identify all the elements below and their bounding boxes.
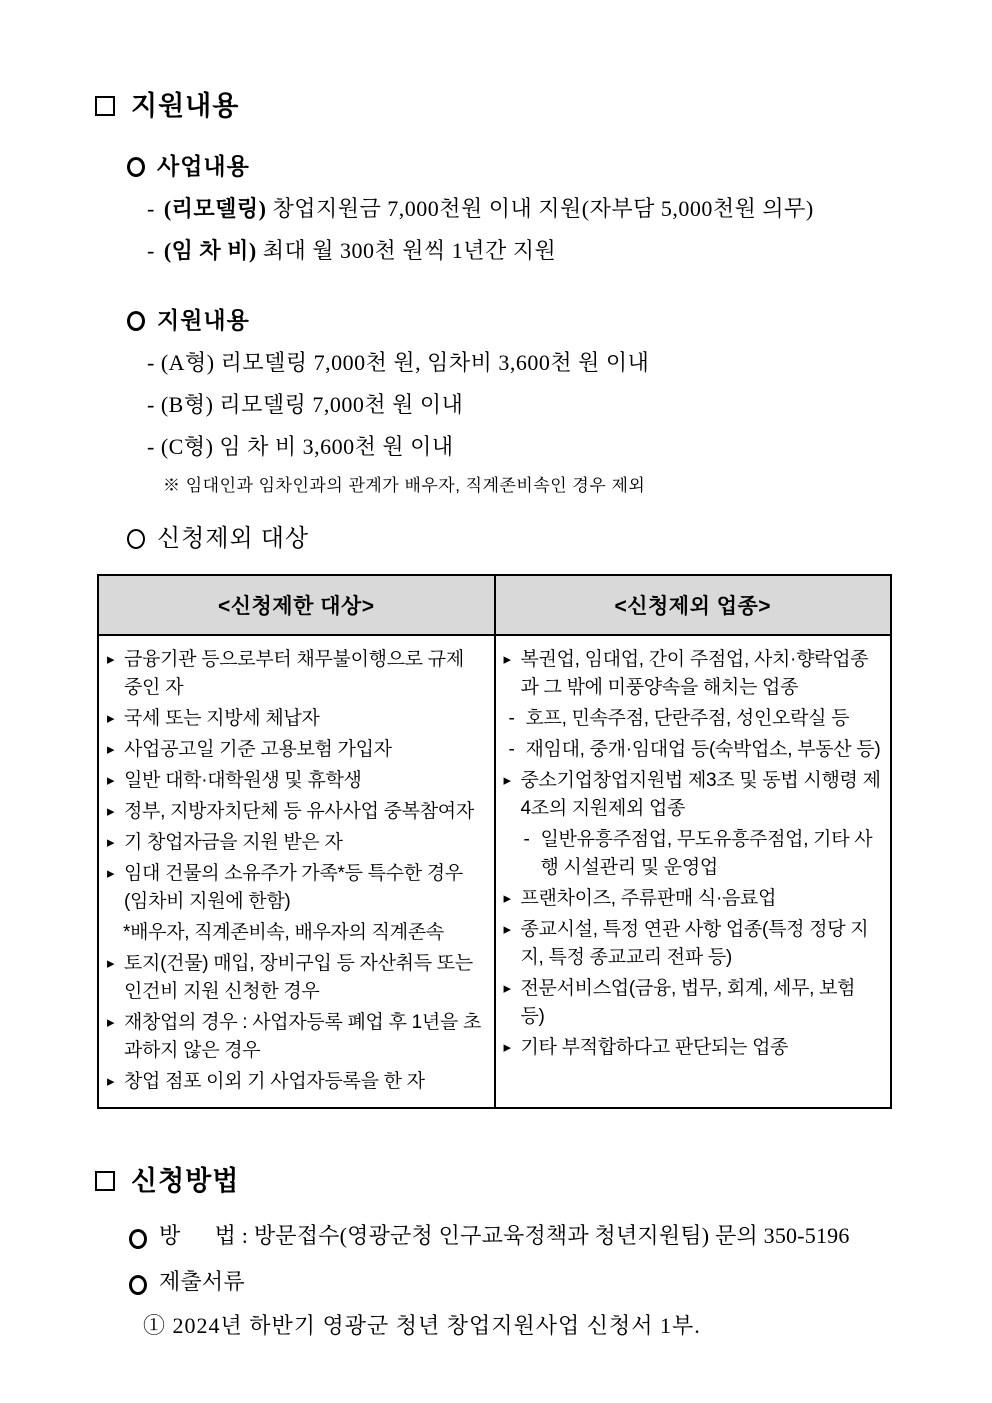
list-item [107, 919, 486, 947]
list-item [107, 950, 486, 1006]
triangle-bullet-icon: ▸ [107, 1014, 115, 1031]
list-item [504, 885, 883, 913]
item-text: *배우자, 직계존비속, 배우자의 직계존속 [123, 922, 444, 943]
dash-marker: - [147, 238, 155, 263]
triangle-bullet-icon: - [508, 708, 515, 729]
list-item [107, 829, 486, 857]
support-detail-heading [127, 306, 952, 336]
triangle-bullet-icon: ▸ [503, 772, 511, 789]
item-text: 창업지원금 7,000천원 이내 지원(자부담 5,000천원 의무) [272, 196, 814, 221]
item-text: 기 창업자금을 지원 받은 자 [124, 832, 343, 853]
circle-bullet-icon [129, 1275, 147, 1295]
triangle-bullet-icon: ▸ [503, 890, 511, 907]
item-text: 복권업, 임대업, 간이 주점업, 사치·향락업종과 그 밖에 미풍양속을 해치는 업종 [520, 649, 869, 698]
exclusion-target-title: 신청제외 대상 [157, 526, 310, 552]
business-content-heading [127, 152, 952, 182]
item-text: 국세 또는 지방세 체납자 [124, 708, 320, 729]
triangle-bullet-icon: - [523, 829, 530, 850]
item-text: 재창업의 경우 : 사업자등록 폐업 후 1년을 초과하지 않은 경우 [124, 1012, 482, 1061]
item-text: 중소기업창업지원법 제3조 및 동법 시행령 제4조의 지원제외 업종 [520, 770, 881, 819]
triangle-bullet-icon: ▸ [107, 741, 115, 758]
list-item [107, 1009, 486, 1065]
item-text: 호프, 민속주점, 단란주점, 성인오락실 등 [525, 708, 850, 729]
triangle-bullet-icon: ▸ [107, 955, 115, 972]
item-text: 종교시설, 특정 연관 사항 업종(특정 정당 지지, 특정 종교교리 전파 등) [520, 919, 869, 968]
item-text: 기타 부적합하다고 판단되는 업종 [520, 1037, 789, 1058]
item-text: 토지(건물) 매입, 장비구입 등 자산취득 또는 인건비 지원 신청한 경우 [124, 953, 473, 1002]
triangle-bullet-icon: ▸ [107, 834, 115, 851]
exclusion-target-heading [127, 524, 952, 554]
list-item [147, 194, 952, 224]
item-text: 일반유흥주점업, 무도유흥주점업, 기타 사행 시설관리 및 운영업 [540, 829, 873, 878]
item-text: 일반 대학·대학원생 및 휴학생 [124, 770, 362, 791]
section-apply-heading [95, 1165, 952, 1197]
item-text: 프랜차이즈, 주류판매 식·음료업 [520, 888, 777, 909]
apply-documents-heading [129, 1267, 952, 1297]
circle-bullet-icon [127, 311, 145, 331]
business-content-title: 사업내용 [157, 154, 250, 179]
item-text: 사업공고일 기준 고용보험 가입자 [124, 739, 392, 760]
support-detail-title: 지원내용 [157, 308, 250, 333]
list-item [504, 826, 883, 882]
item-text: 금융기관 등으로부터 채무불이행으로 규제 중인 자 [124, 649, 464, 698]
item-text: 전문서비스업(금융, 법무, 회계, 세무, 보험 등) [520, 978, 856, 1027]
square-bullet-icon [95, 96, 115, 116]
triangle-bullet-icon: ▸ [107, 651, 115, 668]
document-item: ① 2024년 하반기 영광군 청년 창업지원사업 신청서 1부. [143, 1313, 701, 1338]
apply-method-line [129, 1221, 952, 1251]
dash-marker: - [147, 196, 155, 221]
apply-method-text: 방 법 : 방문접수(영광군청 인구교육정책과 청년지원팀) 문의 350-5196 [159, 1223, 850, 1248]
list-item [504, 916, 883, 972]
list-item [504, 705, 883, 733]
item-text: 창업 점포 이외 기 사업자등록을 한 자 [124, 1071, 425, 1092]
list-item [504, 975, 883, 1031]
list-item: - (A형) 리모델링 7,000천 원, 임차비 3,600천 원 이내 [147, 350, 650, 375]
item-text: 최대 월 300천 원씩 1년간 지원 [262, 238, 557, 263]
exclusion-note: ※ 임대인과 임차인과의 관계가 배우자, 직계존비속인 경우 제외 [163, 476, 646, 495]
triangle-bullet-icon: ▸ [503, 1039, 511, 1056]
item-label: (임 차 비) [163, 238, 257, 263]
list-item [107, 767, 486, 795]
list-item [504, 646, 883, 702]
item-text: 정부, 지방자치단체 등 유사사업 중복참여자 [124, 801, 474, 822]
list-item: - (C형) 임 차 비 3,600천 원 이내 [147, 434, 454, 459]
excluded-industries-cell [495, 635, 892, 1108]
item-label: (리모델링) [163, 196, 267, 221]
triangle-bullet-icon: - [508, 739, 515, 760]
apply-documents-title: 제출서류 [159, 1269, 245, 1294]
table-header-excluded-industries: <신청제외 업종> [495, 575, 892, 635]
circle-bullet-icon [127, 157, 145, 177]
list-item [504, 1034, 883, 1062]
list-item [107, 705, 486, 733]
list-item [107, 736, 486, 764]
table-row [98, 635, 891, 1108]
list-item [147, 236, 952, 266]
triangle-bullet-icon: ▸ [107, 1073, 115, 1090]
circle-bullet-icon [127, 529, 145, 549]
circle-bullet-icon [129, 1229, 147, 1249]
support-detail-list [95, 348, 952, 462]
list-item [107, 646, 486, 702]
table-header-restricted: <신청제한 대상> [98, 575, 495, 635]
exclusion-table [97, 574, 892, 1109]
section-support-title: 지원내용 [131, 91, 240, 121]
triangle-bullet-icon: ▸ [503, 651, 511, 668]
list-item [504, 736, 883, 764]
triangle-bullet-icon: ▸ [503, 980, 511, 997]
section-apply-title: 신청방법 [131, 1166, 240, 1196]
list-item [107, 1068, 486, 1096]
item-text: 임대 건물의 소유주가 가족*등 특수한 경우 (임차비 지원에 한함) [124, 863, 463, 912]
item-text: 재임대, 중개·임대업 등(숙박업소, 부동산 등) [525, 739, 881, 760]
business-content-list [95, 194, 952, 266]
list-item: - (B형) 리모델링 7,000천 원 이내 [147, 392, 464, 417]
triangle-bullet-icon: ▸ [503, 921, 511, 938]
restricted-targets-cell [98, 635, 495, 1108]
triangle-bullet-icon: ▸ [107, 865, 115, 882]
list-item [107, 798, 486, 826]
square-bullet-icon [95, 1171, 115, 1191]
triangle-bullet-icon: ▸ [107, 772, 115, 789]
section-support-heading [95, 90, 952, 122]
triangle-bullet-icon: ▸ [107, 710, 115, 727]
list-item [107, 860, 486, 916]
list-item [504, 767, 883, 823]
triangle-bullet-icon: ▸ [107, 803, 115, 820]
